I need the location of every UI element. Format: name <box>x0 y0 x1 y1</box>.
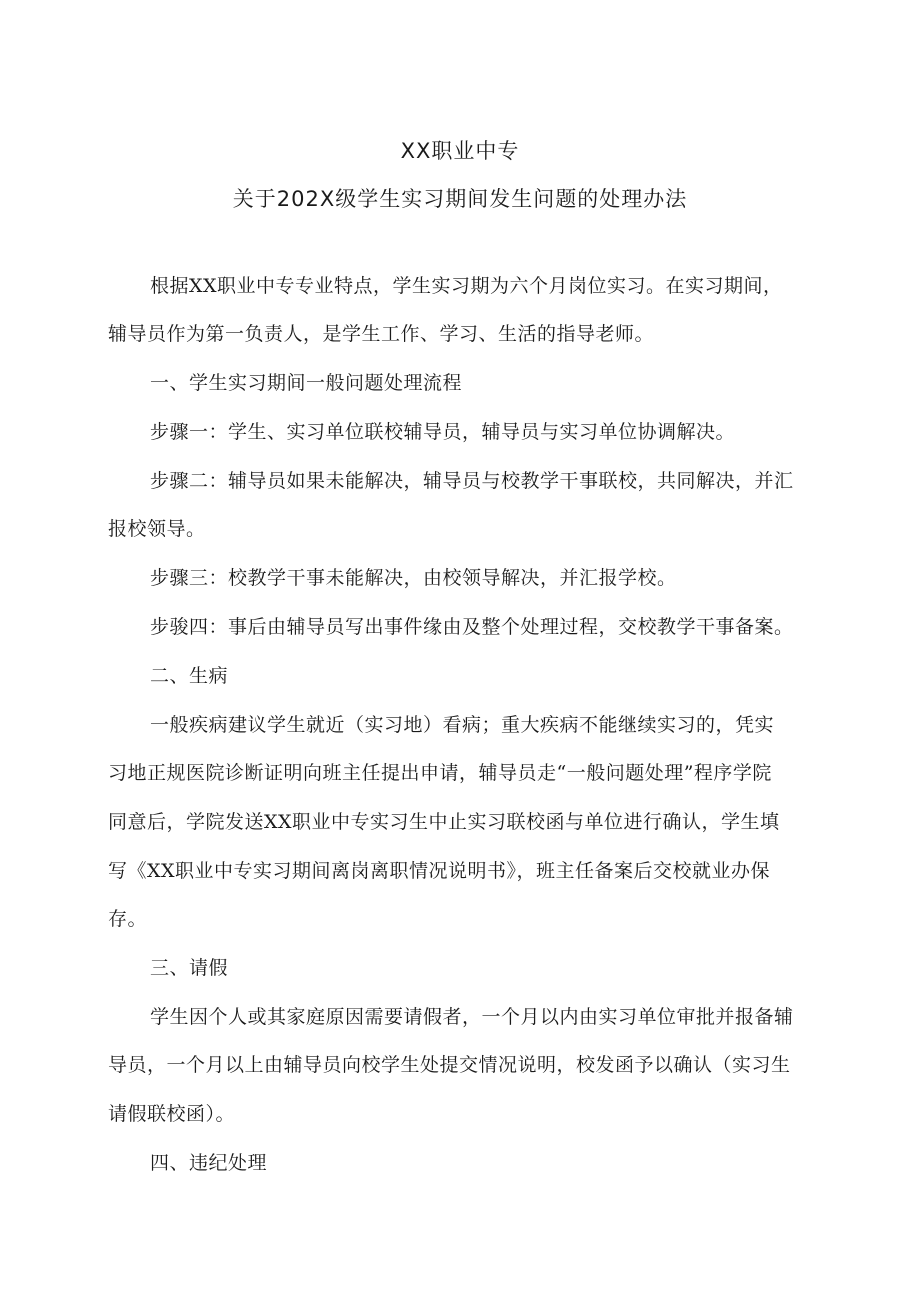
paragraph-line: 根据XX职业中专专业特点，学生实习期为六个月岗位实习。在实习期间， <box>150 275 783 297</box>
paragraph-line: 步骏四：事后由辅导员写出事件缘由及整个处理过程，交校教学干事备案。 <box>150 616 794 638</box>
paragraph-line: 写《XX职业中专实习期间离岗离职情况说明书》，班主任备案后交校就业办保 <box>108 860 771 882</box>
paragraph-line: 一般疾病建议学生就近（实习地）看病；重大疾病不能继续实习的，凭实 <box>150 714 775 736</box>
paragraph-line: 存。 <box>108 908 148 930</box>
section-heading: 四、违纪处理 <box>150 1152 268 1174</box>
paragraph-line: 步骤二：辅导员如果未能解决，辅导员与校教学干事联校，共同解决，并汇 <box>150 470 794 492</box>
section-heading: 二、生病 <box>150 665 229 687</box>
paragraph-line: 报校领导。 <box>108 518 206 540</box>
document-title: 关于202X级学生实习期间发生问题的处理办法 <box>232 187 688 211</box>
paragraph-line: 同意后，学院发送XX职业中专实习生中止实习联校函与单位进行确认，学生填 <box>108 811 780 833</box>
paragraph-line: 请假联校函）。 <box>108 1103 236 1125</box>
paragraph-line: 导员，一个月以上由辅导员向校学生处提交情况说明，校发函予以确认（实习生 <box>108 1054 791 1076</box>
paragraph-line: 辅导员作为第一负责人，是学生工作、学习、生活的指导老师。 <box>108 323 655 345</box>
section-heading: 一、学生实习期间一般问题处理流程 <box>150 372 463 394</box>
paragraph-line: 习地正规医院诊断证明向班主任提出申请，辅导员走“一般问题处理”程序学院 <box>108 762 772 784</box>
section-heading: 三、请假 <box>150 957 229 979</box>
document-title-school: XX职业中专 <box>400 139 520 163</box>
paragraph-line: 步骤三：校教学干事未能解决，由校领导解决，并汇报学校。 <box>150 567 677 589</box>
paragraph-line: 学生因个人或其家庭原因需要请假者，一个月以内由实习单位审批并报备辅 <box>150 1006 794 1028</box>
paragraph-line: 步骤一：学生、实习单位联校辅导员，辅导员与实习单位协调解决。 <box>150 421 736 443</box>
